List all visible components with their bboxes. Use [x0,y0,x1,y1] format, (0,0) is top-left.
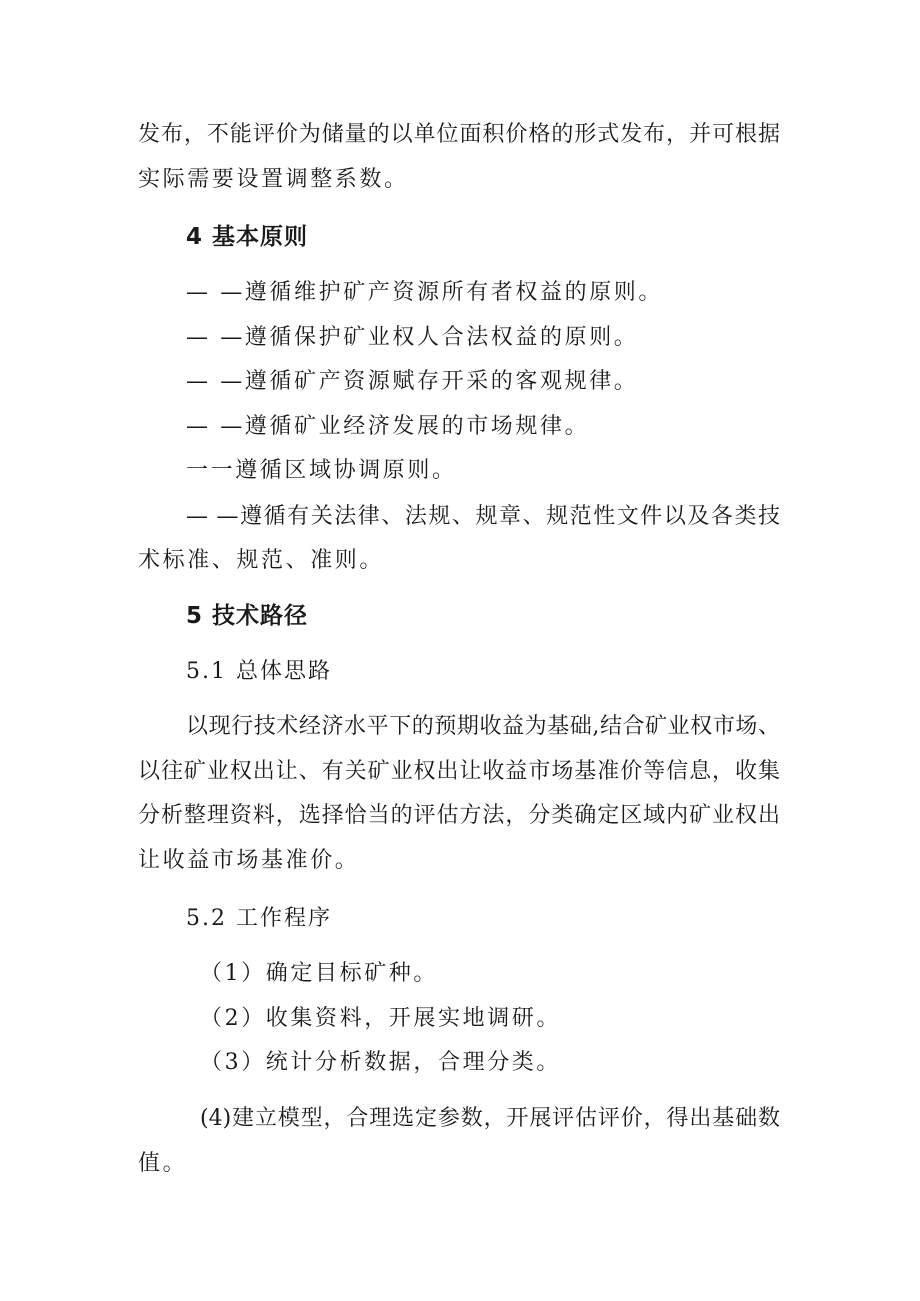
principle-item: — —遵循有关法律、法规、规章、规范性文件以及各类技 [186,504,780,529]
paragraph-line: 以现行技术经济水平下的预期收益为基础,结合矿业权市场、 [186,714,780,739]
subsection-5-1-title: 5.1 总体思路 [186,659,332,684]
principle-item: — —遵循矿业经济发展的市场规律。 [186,414,590,439]
paragraph-line: 发布，不能评价为储量的以单位面积价格的形式发布，并可根据 [138,122,780,147]
paragraph-line: 以往矿业权出让、有关矿业权出让收益市场基准价等信息，收集 [138,759,780,784]
procedure-step: （1）确定目标矿种。 [200,961,438,986]
section-4-heading: 4 基本原则 [186,224,309,250]
principle-item: — —遵循矿产资源赋存开采的客观规律。 [186,369,639,394]
principle-item: — —遵循保护矿业权人合法权益的原则。 [186,325,639,350]
procedure-step: （3）统计分析数据，合理分类。 [200,1050,561,1075]
principle-item: — —遵循维护矿产资源所有者权益的原则。 [186,280,663,305]
section-5-heading: 5 技术路径 [186,603,309,629]
subsection-5-2-title: 5.2 工作程序 [186,906,332,931]
paragraph-line: 分析整理资料，选择恰当的评估方法，分类确定区域内矿业权出 [138,803,780,828]
principle-item: 一一遵循区域协调原则。 [186,458,457,483]
procedure-step: （2）收集资料，开展实地调研。 [200,1006,561,1031]
procedure-step-continuation: 值。 [138,1151,188,1176]
procedure-step: (4)建立模型，合理选定参数，开展评估评价，得出基础数 [200,1106,780,1131]
paragraph-line: 让收益市场基准价。 [138,848,360,873]
paragraph-line: 实际需要设置调整系数。 [138,167,409,192]
principle-item-continuation: 术标准、规范、准则。 [138,548,385,573]
